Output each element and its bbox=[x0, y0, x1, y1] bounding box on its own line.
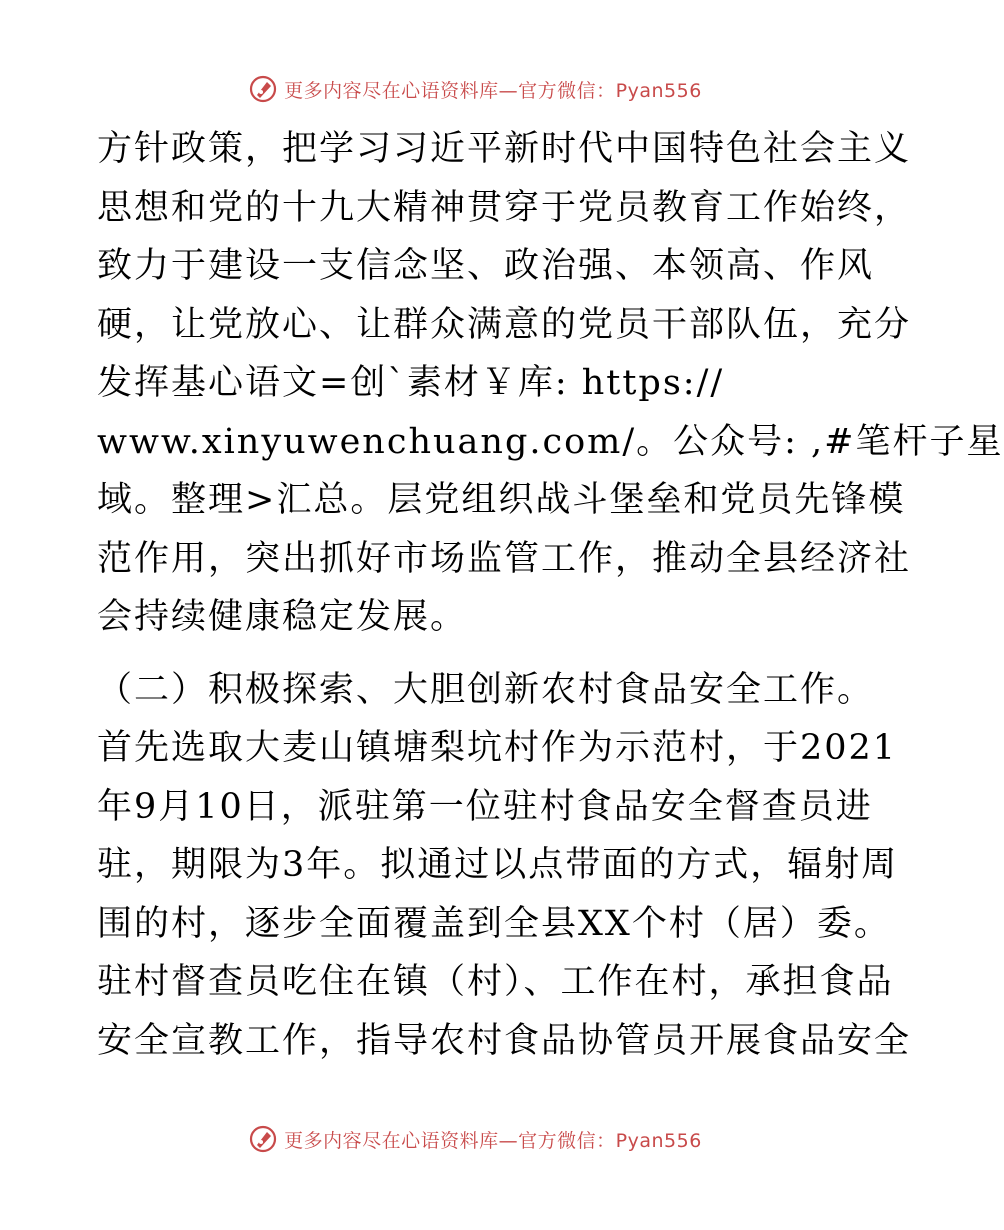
text-line: 安全宣教工作，指导农村食品协管员开展食品安全 bbox=[97, 1020, 912, 1061]
text-line: 发挥基心语文=创`素材￥库: https:// bbox=[97, 363, 725, 403]
text-line: www.xinyuwenchuang.com/。公众号: ,#笔杆子星 bbox=[97, 421, 1004, 462]
document-body bbox=[97, 120, 1004, 1070]
text-line: 方针政策，把学习习近平新时代中国特色社会主义 bbox=[97, 129, 912, 169]
watermark-text: 更多内容尽在心语资料库—官方微信：Pyan556 bbox=[284, 79, 702, 102]
paragraph-2 bbox=[97, 661, 912, 1071]
text-line: 域。整理>汇总。层党组织战斗堡垒和党员先锋模 bbox=[97, 480, 906, 520]
pen-nib-logo-icon bbox=[248, 74, 278, 104]
paragraph-1 bbox=[97, 120, 1004, 647]
text-line: 驻，期限为3年。拟通过以点带面的方式，辐射周 bbox=[97, 845, 899, 885]
text-line: 硬，让党放心、让群众满意的党员干部队伍，充分 bbox=[97, 304, 912, 345]
text-line: 首先选取大麦山镇塘梨坑村作为示范村，于2021 bbox=[97, 728, 898, 768]
text-line: 围的村，逐步全面覆盖到全县XX个村（居）委。 bbox=[97, 903, 891, 944]
text-line: 驻村督查员吃住在镇（村）、工作在村，承担食品 bbox=[97, 962, 894, 1002]
watermark-text: 更多内容尽在心语资料库—官方微信：Pyan556 bbox=[284, 1129, 702, 1152]
watermark-footer bbox=[0, 1124, 950, 1154]
watermark-header bbox=[0, 74, 950, 104]
text-line: 思想和党的十九大精神贯穿于党员教育工作始终， bbox=[97, 187, 912, 228]
text-line: 范作用，突出抓好市场监管工作，推动全县经济社 bbox=[97, 538, 912, 579]
section-heading-line: （二）积极探索、大胆创新农村食品安全工作。 bbox=[97, 669, 875, 710]
paragraph-spacer bbox=[97, 647, 857, 661]
pen-nib-logo-icon bbox=[248, 1124, 278, 1154]
text-line: 会持续健康稳定发展。 bbox=[97, 597, 468, 637]
text-line: 致力于建设一支信念坚、政治强、本领高、作风 bbox=[97, 246, 875, 286]
text-line: 年9月10日，派驻第一位驻村食品安全督查员进 bbox=[97, 786, 873, 827]
